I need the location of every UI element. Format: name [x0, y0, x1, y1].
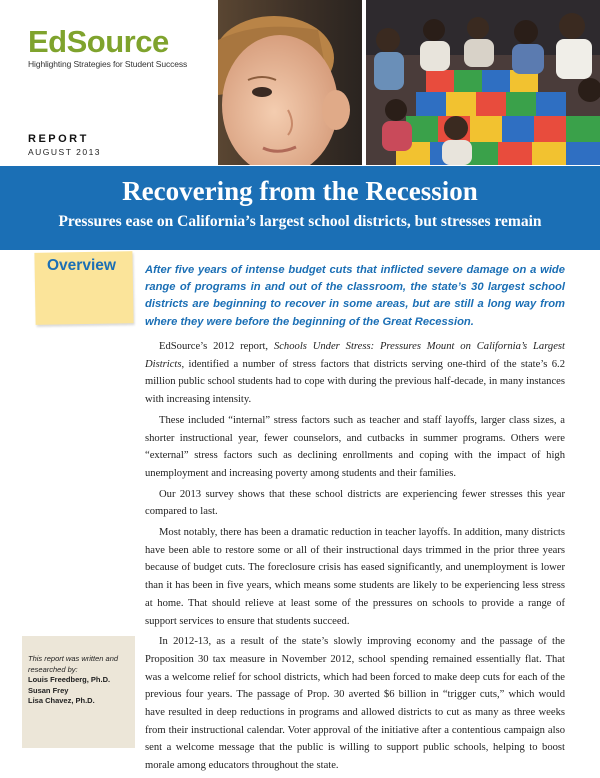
body-paragraph-1 [145, 338, 565, 409]
edsource-logo: EdSource [28, 24, 169, 59]
author-name: Lisa Chavez, Ph.D. [28, 696, 95, 705]
report-header [0, 0, 600, 165]
author-name: Louis Freedberg, Ph.D. [28, 675, 111, 684]
photo-classroom [366, 0, 600, 165]
author-name: Susan Frey [28, 685, 69, 695]
photo-boy-closeup [218, 0, 362, 165]
overview-intro: After five years of intense budget cuts that inflicted severe damage on a wide range of programs in and out of the classroom, the state’s 30 largest school districts are beginning to recover in some areas, but are still a long way from where they were before the beginning of the Great Recession. [145, 264, 565, 328]
logo-tagline: Highlighting Strategies for Student Success [28, 59, 188, 69]
report-label: REPORT [28, 133, 89, 145]
report-body [145, 338, 565, 778]
body-paragraph-3: Our 2013 survey shows that these school districts are experiencing fewer stresses this year compared to last. [145, 488, 565, 518]
report-title: Recovering from the Recession [122, 176, 478, 206]
body-paragraph-1-lead: EdSource’s 2012 report, [159, 341, 274, 352]
credits-lead: This report was written and researched by: [28, 654, 119, 674]
credits-block [28, 654, 133, 707]
cited-report-title: Schools Under Stress: Pressures Mount on California’s Largest Districts [145, 341, 566, 370]
body-paragraph-5: In 2012-13, as a result of the state’s slowly improving economy and the passage of the Proposition 30 tax measure in November 2012, school spending remained essentially flat. That was a welcome relief for school districts, which had been forced to make deep cuts for each of the previous four years. The passage of Prop. 30 averted $6 billion in “trigger cuts,” which would have resulted in deep reductions in programs and allowed districts to cut as many as three weeks from their instructional calendar. Voter approval of the initiative after a contentious campaign also sent a welcome message that the public is willing to support public schools, helping to boost morale among educators throughout the state. [145, 636, 565, 772]
overview-label: Overview [47, 257, 116, 274]
body-paragraph-4: Most notably, there has been a dramatic reduction in teacher layoffs. In addition, many districts have been able to restore some or all of their instructional days trimmed in the prior three years because of budget cuts. The foreclosure crisis has eased significantly, and unemployment is lower than it has been in five years, which means some students are likely to be experiencing less stress at home. That should relieve at least some of the pressures on schools to provide a range of support services to ensure that students succeed. [145, 527, 565, 627]
report-subtitle: Pressures ease on California’s largest school districts, but stresses remain [58, 213, 542, 230]
report-date: AUGUST 2013 [28, 147, 102, 157]
body-paragraph-1-rest: , identified a number of stress factors that districts serving one-third of the state’s 6.2 million public school students had to cope with during the previous half-decade, in many instances with increasing intensity. [145, 358, 565, 406]
body-paragraph-2: These included “internal” stress factors such as teacher and staff layoffs, larger class sizes, a shorter instructional year, fewer counselors, and cutbacks in summer programs. Others were “external” stress factors such as declining enrollments and coping with the impact of high unemployment and increasing poverty among students and their families. [145, 414, 565, 479]
